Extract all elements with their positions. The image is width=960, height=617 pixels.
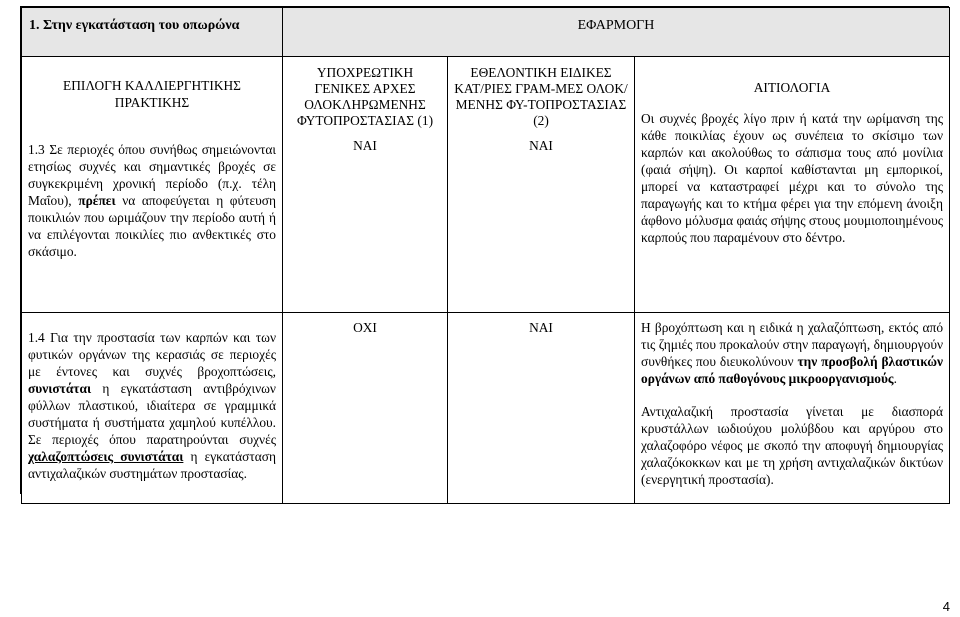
reason-2-text-a: Η βροχόπτωση και η ειδικά η χαλαζόπτωση, εκτός από τις ζημιές που προκαλούν στην παραγωγή, δημιουργούν συνθήκες που διευκολύνουν bbox=[641, 320, 944, 369]
practice-1-text-b: να αποφεύγεται η φύτευση ποικιλιών που ωριμάζουν την περίοδο αυτή ή να επιλέγονται ποικιλίες πιο ανθεκτικές στο σκάσιμο. bbox=[28, 193, 276, 259]
mandatory-value-1: ΝΑΙ bbox=[353, 138, 377, 153]
practice-text-1 bbox=[28, 141, 276, 260]
reason-text-2b: Αντιχαλαζική προστασία γίνεται με διασπορά κρυστάλλων ιωδιούχου μολύβδου και αργύρου στο χαλαζοφόρο νέφος με σκοπό την αποφυγή δημιουργίας χαλαζόκοκκων και με τη χρήση αντιχαλαζικών δικτύων (ενεργητική προστασία). bbox=[641, 404, 944, 487]
mandatory-cell-2 bbox=[283, 313, 448, 504]
practice-2-text-a: 1.4 Για την προστασία των καρπών και των φυτικών οργάνων της κερασιάς σε περιοχές με έντονες και συχνές βροχοπτώσεις, bbox=[28, 330, 276, 379]
title-row bbox=[22, 8, 950, 57]
practice-2-text-c: η εγκατάσταση αντιχαλαζικών συστημάτων προστασίας. bbox=[28, 449, 276, 481]
page-number: 4 bbox=[942, 599, 950, 614]
voluntary-cell-2 bbox=[448, 313, 635, 504]
section-title: 1. Στην εγκατάσταση του οπωρώνα bbox=[22, 8, 283, 57]
voluntary-cell-1 bbox=[448, 57, 635, 313]
practice-2-text-b: η εγκατάσταση αντιβρόχινων φύλλων πλαστικού, ιδιαίτερα σε γραμμικά συστήματα ή συστήματα χαμηλού κυπέλλου. Σε περιοχές όπου παρατηρούνται συχνές bbox=[28, 381, 276, 447]
practice-cell-2 bbox=[22, 313, 283, 504]
reason-cell-1 bbox=[635, 57, 950, 313]
row-2 bbox=[22, 313, 950, 504]
row-1 bbox=[22, 57, 950, 313]
reason-text-2a bbox=[641, 319, 943, 387]
practice-2-emphasis-b: χαλαζοπτώσεις συνιστάται bbox=[28, 449, 184, 464]
practice-1-text-a: 1.3 Σε περιοχές όπου συνήθως σημειώνονται ετησίως συχνές και σημαντικές βροχές σε συγκεκριμένη χρονική περίοδο (π.χ. τέλη Μαΐου), bbox=[28, 142, 276, 208]
column-heading-reason: ΑΙΤΙΟΛΟΓΙΑ bbox=[753, 80, 831, 95]
voluntary-value-2: ΝΑΙ bbox=[529, 320, 553, 335]
practice-1-emphasis: πρέπει bbox=[78, 193, 116, 208]
practice-text-2 bbox=[28, 329, 276, 482]
mandatory-cell-1 bbox=[283, 57, 448, 313]
voluntary-value-1: ΝΑΙ bbox=[529, 138, 553, 153]
reason-2-emphasis: την προσβολή βλαστικών οργάνων από παθογόνους μικροοργανισμούς bbox=[641, 354, 944, 386]
column-heading-choice: ΕΠΙΛΟΓΗ ΚΑΛΛΙΕΡΓΗΤΙΚΗΣ ΠΡΑΚΤΙΚΗΣ bbox=[63, 78, 241, 110]
document-page bbox=[20, 6, 949, 494]
reason-cell-2 bbox=[635, 313, 950, 504]
reason-text-1: Οι συχνές βροχές λίγο πριν ή κατά την ωρίμανση της κάθε ποικιλίας έχουν ως συνέπεια το σκίσιμο των καρπών και ακολούθως το σάπισμα τους από μονίλια (φαιά σήψη). Οι καρποί καθίστανται μη εμπορικοί, μπορεί να καταστραφεί μέχρι και το σύνολο της παραγωγής και το κτήμα φέρει για την επόμενη άνοιξη άφθονο μόλυσμα φαιάς σήψης στους μουμιοποιημένους καρπούς που παραμένουν στο δέντρο. bbox=[641, 111, 944, 245]
practice-2-emphasis-a: συνιστάται bbox=[28, 381, 92, 396]
practice-table bbox=[21, 7, 950, 504]
reason-2-period: . bbox=[893, 371, 897, 386]
practice-cell-1 bbox=[22, 57, 283, 313]
column-heading-mandatory: ΥΠΟΧΡΕΩΤΙΚΗ ΓΕΝΙΚΕΣ ΑΡΧΕΣ ΟΛΟΚΛΗΡΩΜΕΝΗΣ ΦΥΤΟΠΡΟΣΤΑΣΙΑΣ (1) bbox=[296, 65, 434, 128]
mandatory-value-2: ΟΧΙ bbox=[353, 320, 377, 335]
column-heading-voluntary: ΕΘΕΛΟΝΤΙΚΗ ΕΙΔΙΚΕΣ ΚΑΤ/ΡΙΕΣ ΓΡΑΜ-ΜΕΣ ΟΛΟΚ/ΜΕΝΗΣ ΦΥ-ΤΟΠΡΟΣΤΑΣΙΑΣ (2) bbox=[454, 65, 628, 128]
application-title: ΕΦΑΡΜΟΓΗ bbox=[283, 8, 950, 57]
